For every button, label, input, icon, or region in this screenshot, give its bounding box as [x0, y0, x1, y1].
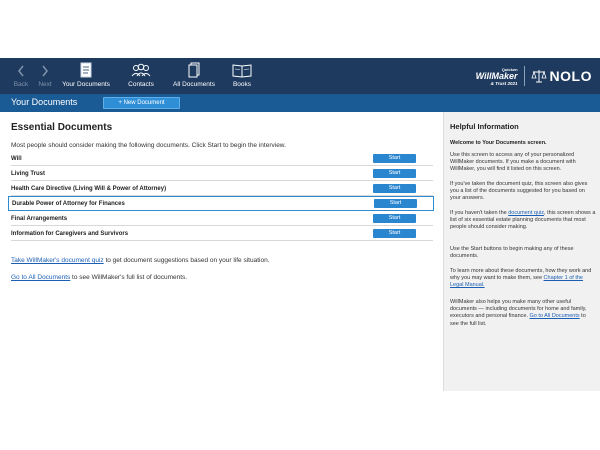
document-name: Information for Caregivers and Survivors: [11, 231, 129, 237]
chevron-right-icon: [40, 61, 50, 81]
scales-icon: [531, 68, 547, 84]
intro-text: Most people should consider making the following documents. Click Start to begin the interview.: [11, 142, 286, 149]
document-row-final-arrangements: [11, 212, 433, 226]
people-icon: [129, 61, 153, 81]
legal-manual-chapter-link[interactable]: Chapter 1 of the Legal Manual.: [450, 275, 583, 289]
document-name: Final Arrangements: [11, 216, 68, 222]
help-p3-text-b: , this screen shows a list of six essential estate planning documents that most people should consider making.: [450, 210, 596, 231]
app-window: [0, 58, 600, 391]
help-all-documents-link[interactable]: Go to All Documents: [529, 313, 580, 320]
your-documents-button[interactable]: [60, 61, 112, 93]
quicken-text: Quicken: [501, 66, 518, 72]
document-row-health-care-directive: [11, 182, 433, 196]
help-paragraph-2: If you've taken the document quiz, this screen also gives you a list of the documents suggested for you based on your answers.: [450, 181, 588, 202]
document-quiz-link[interactable]: Take WillMaker's document quiz: [11, 257, 104, 264]
document-icon: [78, 61, 94, 81]
document-row-caregivers-survivors: [11, 227, 433, 241]
help-paragraph-3: [450, 210, 596, 232]
document-row-living-trust: [11, 167, 433, 181]
all-documents-line: [11, 274, 187, 281]
document-row-will: [11, 152, 433, 166]
help-p3-text-a: If you haven't taken the: [450, 210, 509, 216]
chevron-left-icon: [16, 61, 26, 81]
books-button[interactable]: [228, 61, 256, 93]
brand-divider: [524, 66, 525, 86]
title-bar: [0, 94, 600, 112]
new-document-button[interactable]: + New Document: [103, 97, 180, 109]
documents-stack-icon: [186, 61, 202, 81]
brand-logo: [476, 64, 592, 88]
help-welcome-text: Welcome to Your Documents screen.: [450, 140, 547, 146]
help-paragraph-5: [450, 268, 596, 290]
main-content: [0, 112, 443, 391]
willmaker-logo: [476, 66, 518, 87]
all-documents-link[interactable]: Go to All Documents: [11, 274, 71, 281]
start-button-final-arrangements[interactable]: Start: [373, 214, 416, 223]
help-paragraph-1: Use this screen to access any of your personalized WillMaker documents. If you make a document with WillMaker, you will find it listed on this screen.: [450, 152, 576, 173]
document-name: Durable Power of Attorney for Finances: [12, 201, 125, 207]
help-p6-text-b: to see the full list.: [450, 313, 586, 327]
help-document-quiz-link[interactable]: document quiz: [508, 210, 545, 216]
start-button-health-care-directive[interactable]: Start: [373, 184, 416, 193]
back-button[interactable]: [10, 61, 32, 93]
helpful-information-heading: Helpful Information: [450, 122, 519, 131]
quiz-line: [11, 257, 270, 264]
trust-year-text: & Trust 2021: [490, 80, 518, 86]
contacts-label: Contacts: [128, 81, 154, 88]
next-label: Next: [38, 81, 52, 88]
quiz-line-text: to get document suggestions based on your life situation.: [103, 257, 270, 264]
helpful-information-panel: [443, 112, 600, 391]
book-icon: [231, 61, 253, 81]
all-documents-line-text: to see WillMaker's full list of documents.: [70, 274, 188, 281]
next-button[interactable]: [34, 61, 56, 93]
help-paragraph-4: Use the Start buttons to begin making any of these documents.: [450, 246, 574, 260]
help-welcome: [450, 140, 596, 147]
document-name: Will: [11, 156, 22, 162]
page-title: Your Documents: [11, 97, 78, 107]
all-documents-button[interactable]: [170, 61, 218, 93]
help-paragraph-6: [450, 299, 596, 328]
back-label: Back: [13, 81, 29, 88]
document-name: Living Trust: [11, 171, 46, 177]
document-row-durable-power-of-attorney: [8, 196, 434, 211]
start-button-will[interactable]: Start: [373, 154, 416, 163]
your-documents-label: Your Documents: [62, 81, 110, 88]
essential-documents-heading: Essential Documents: [11, 122, 113, 133]
books-label: Books: [232, 81, 252, 88]
start-button-caregivers-survivors[interactable]: Start: [373, 229, 416, 238]
help-p6-text: WillMaker also helps you make many other useful documents — including documents for home and family, executors and personal finance.: [450, 299, 587, 320]
help-p5-text: To learn more about these documents, how they work and why you may want to make them, see: [450, 268, 592, 282]
willmaker-text: WillMaker: [475, 70, 518, 81]
all-documents-label: All Documents: [173, 81, 215, 88]
start-button-durable-power-of-attorney[interactable]: Start: [374, 199, 417, 208]
start-button-living-trust[interactable]: Start: [373, 169, 416, 178]
contacts-button[interactable]: [124, 61, 158, 93]
nolo-logo-text: NOLO: [549, 68, 592, 84]
toolbar: [0, 58, 600, 94]
document-name: Health Care Directive (Living Will & Power of Attorney): [11, 186, 167, 192]
